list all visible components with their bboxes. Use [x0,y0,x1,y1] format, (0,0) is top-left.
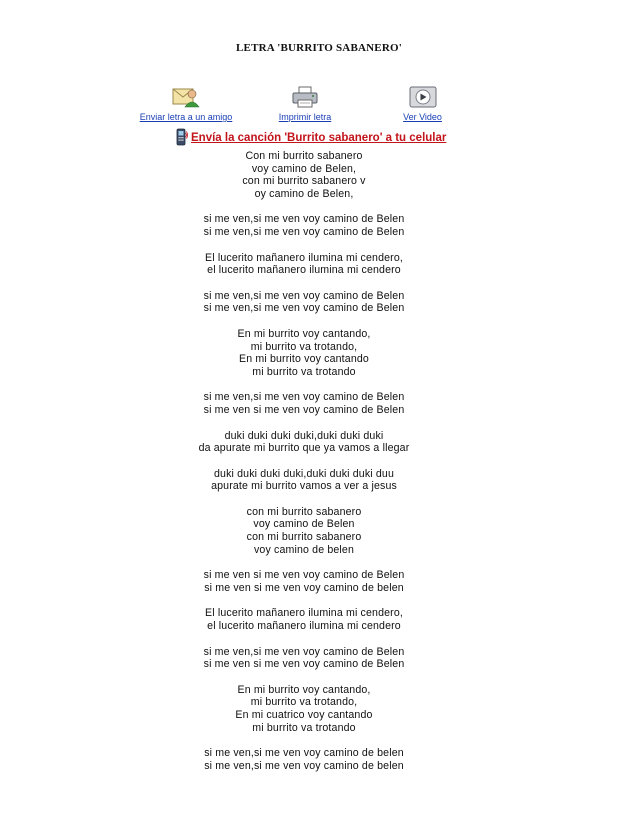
video-player-icon [409,86,437,108]
lyrics-line: si me ven,si me ven voy camino de Belen [203,213,405,226]
lyrics-line: si me ven si me ven voy camino de Belen [203,658,405,671]
send-to-mobile-link[interactable] [175,128,446,146]
lyrics-stanza [0,569,608,594]
lyrics-line: si me ven,si me ven voy camino de Belen [203,302,405,315]
lyrics-line: da apurate mi burrito que ya vamos a llegar [198,442,410,455]
send-to-friend-label: Enviar letra a un amigo [139,112,233,122]
lyrics-line: En mi burrito voy cantando, [237,327,371,340]
lyrics-line: El lucerito mañanero ilumina mi cendero, [205,607,403,620]
lyrics-line: voy camino de belen [253,543,355,556]
print-lyrics-link[interactable] [270,86,340,122]
lyrics-line: mi burrito va trotando, [250,696,358,709]
lyrics-stanza [0,213,608,238]
lyrics-line: En mi burrito voy cantando [239,353,369,366]
lyrics-line: el lucerito mañanero ilumina mi cendero [207,264,401,277]
mobile-phone-icon [175,128,189,146]
lyrics-stanza [0,150,608,200]
lyrics-line: apurate mi burrito vamos a ver a jesus [211,480,397,493]
lyrics-line: duki duki duki duki,duki duki duki [224,429,384,442]
lyrics-line: mi burrito va trotando, [250,340,358,353]
lyrics-stanza [0,391,608,416]
lyrics-stanza [0,607,608,632]
lyrics-line: con mi burrito sabanero v [242,175,366,188]
lyrics-line: si me ven,si me ven voy camino de belen [204,747,404,760]
lyrics-stanza [0,290,608,315]
lyrics-line: En mi burrito voy cantando, [237,683,371,696]
send-to-friend-link[interactable] [139,86,233,122]
view-video-link[interactable] [395,86,450,122]
send-to-mobile-label: Envía la canción 'Burrito sabanero' a tu celular [191,132,447,144]
email-person-icon [172,86,200,108]
view-video-label: Ver Video [403,112,442,122]
lyrics-line: el lucerito mañanero ilumina mi cendero [207,620,401,633]
lyrics-line: si me ven,si me ven voy camino de Belen [203,289,405,302]
lyrics-line: El lucerito mañanero ilumina mi cendero, [205,251,403,264]
lyrics-line: Con mi burrito sabanero [245,150,363,162]
lyrics-line: con mi burrito sabanero [246,531,362,544]
lyrics-body [0,150,608,785]
lyrics-line: oy camino de Belen, [254,187,354,200]
lyrics-stanza [0,252,608,277]
lyrics-line: duki duki duki duki,duki duki duki duu [213,467,394,480]
printer-icon [291,86,319,108]
lyrics-line: En mi cuatrico voy cantando [235,709,373,721]
lyrics-stanza [0,506,608,556]
lyrics-line: con mi burrito sabanero [246,505,362,518]
lyrics-stanza [0,468,608,493]
lyrics-stanza [0,328,608,378]
lyrics-line: si me ven si me ven voy camino de belen [204,581,404,594]
lyrics-line: voy camino de Belen [253,518,355,531]
lyrics-stanza [0,747,608,772]
lyrics-line: mi burrito va trotando [252,721,356,734]
lyrics-line: si me ven,si me ven voy camino de belen [204,759,404,772]
lyrics-line: voy camino de Belen, [251,162,357,175]
lyrics-stanza [0,646,608,671]
lyrics-line: si me ven,si me ven voy camino de Belen [203,645,405,658]
lyrics-stanza [0,430,608,455]
lyrics-stanza [0,684,608,734]
page-title: LETRA 'BURRITO SABANERO' [236,42,402,54]
lyrics-line: mi burrito va trotando [252,365,356,378]
lyrics-line: si me ven si me ven voy camino de Belen [203,569,405,582]
lyrics-line: si me ven,si me ven voy camino de Belen [203,391,405,404]
print-lyrics-label: Imprimir letra [278,112,332,122]
lyrics-line: si me ven,si me ven voy camino de Belen [203,225,405,238]
lyrics-line: si me ven si me ven voy camino de Belen [203,403,405,416]
